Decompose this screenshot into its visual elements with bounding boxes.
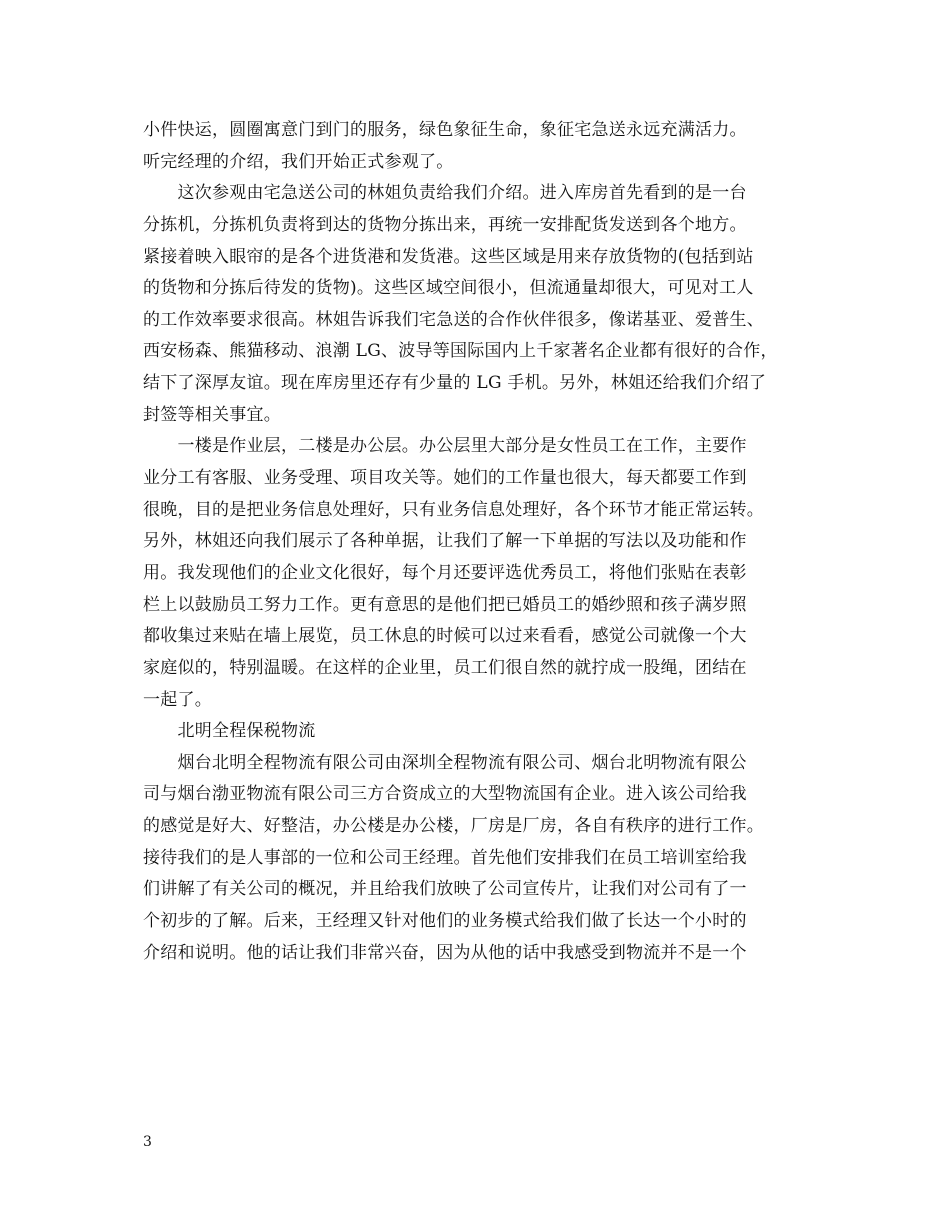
text-line: 介绍和说明。他的话让我们非常兴奋，因为从他的话中我感受到物流并不是一个 bbox=[143, 942, 747, 963]
text-line: 西安杨森、熊猫移动、浪潮 LG、波导等国际国内上千家著名企业都有很好的合作， bbox=[143, 341, 778, 362]
text-line: 的货物和分拣后待发的货物)。这些区域空间很小，但流通量却很大，可见对工人 bbox=[143, 278, 754, 299]
text-line: 栏上以鼓励员工努力工作。更有意思的是他们把已婚员工的婚纱照和孩子满岁照 bbox=[143, 594, 747, 615]
text-line: 烟台北明全程物流有限公司由深圳全程物流有限公司、烟台北明物流有限公 bbox=[143, 752, 747, 773]
page-number: 3 bbox=[143, 1134, 152, 1150]
text-line: 的工作效率要求很高。林姐告诉我们宅急送的合作伙伴很多，像诺基亚、爱普生、 bbox=[143, 309, 764, 330]
text-line: 用。我发现他们的企业文化很好，每个月还要评选优秀员工，将他们张贴在表彰 bbox=[143, 562, 747, 583]
text-line: 个初步的了解。后来，王经理又针对他们的业务模式给我们做了长达一个小时的 bbox=[143, 911, 747, 932]
text-line: 家庭似的，特别温暖。在这样的企业里，员工们很自然的就拧成一股绳，团结在 bbox=[143, 657, 747, 678]
body-text bbox=[143, 115, 843, 969]
text-line: 司与烟台渤亚物流有限公司三方合资成立的大型物流国有企业。进入该公司给我 bbox=[143, 784, 747, 805]
text-line: 一楼是作业层，二楼是办公层。办公层里大部分是女性员工在工作，主要作 bbox=[143, 436, 747, 457]
text-line: 这次参观由宅急送公司的林姐负责给我们介绍。进入库房首先看到的是一台 bbox=[143, 183, 747, 204]
section-heading: 北明全程保税物流 bbox=[143, 721, 316, 742]
text-line: 的感觉是好大、好整洁，办公楼是办公楼，厂房是厂房，各自有秩序的进行工作。 bbox=[143, 816, 764, 837]
text-line: 紧接着映入眼帘的是各个进货港和发货港。这些区域是用来存放货物的(包括到站 bbox=[143, 246, 754, 267]
text-line: 业分工有客服、业务受理、项目攻关等。她们的工作量也很大，每天都要工作到 bbox=[143, 468, 747, 489]
text-line: 们讲解了有关公司的概况，并且给我们放映了公司宣传片，让我们对公司有了一 bbox=[143, 879, 747, 900]
text-line: 封签等相关事宜。 bbox=[143, 404, 281, 425]
text-line: 分拣机，分拣机负责将到达的货物分拣出来，再统一安排配货发送到各个地方。 bbox=[143, 214, 747, 235]
text-line: 一起了。 bbox=[143, 689, 212, 710]
text-line: 小件快运，圆圈寓意门到门的服务，绿色象征生命，象征宅急送永远充满活力。 bbox=[143, 120, 747, 140]
text-line: 结下了深厚友谊。现在库房里还存有少量的 LG 手机。另外，林姐还给我们介绍了 bbox=[143, 373, 767, 394]
text-line: 都收集过来贴在墙上展览，员工休息的时候可以过来看看，感觉公司就像一个大 bbox=[143, 626, 747, 647]
text-line: 很晚，目的是把业务信息处理好，只有业务信息处理好，各个环节才能正常运转。 bbox=[143, 499, 764, 520]
text-line: 接待我们的是人事部的一位和公司王经理。首先他们安排我们在员工培训室给我 bbox=[143, 847, 747, 868]
text-line: 听完经理的介绍，我们开始正式参观了。 bbox=[143, 151, 454, 172]
text-line: 另外，林姐还向我们展示了各种单据，让我们了解一下单据的写法以及功能和作 bbox=[143, 531, 747, 552]
